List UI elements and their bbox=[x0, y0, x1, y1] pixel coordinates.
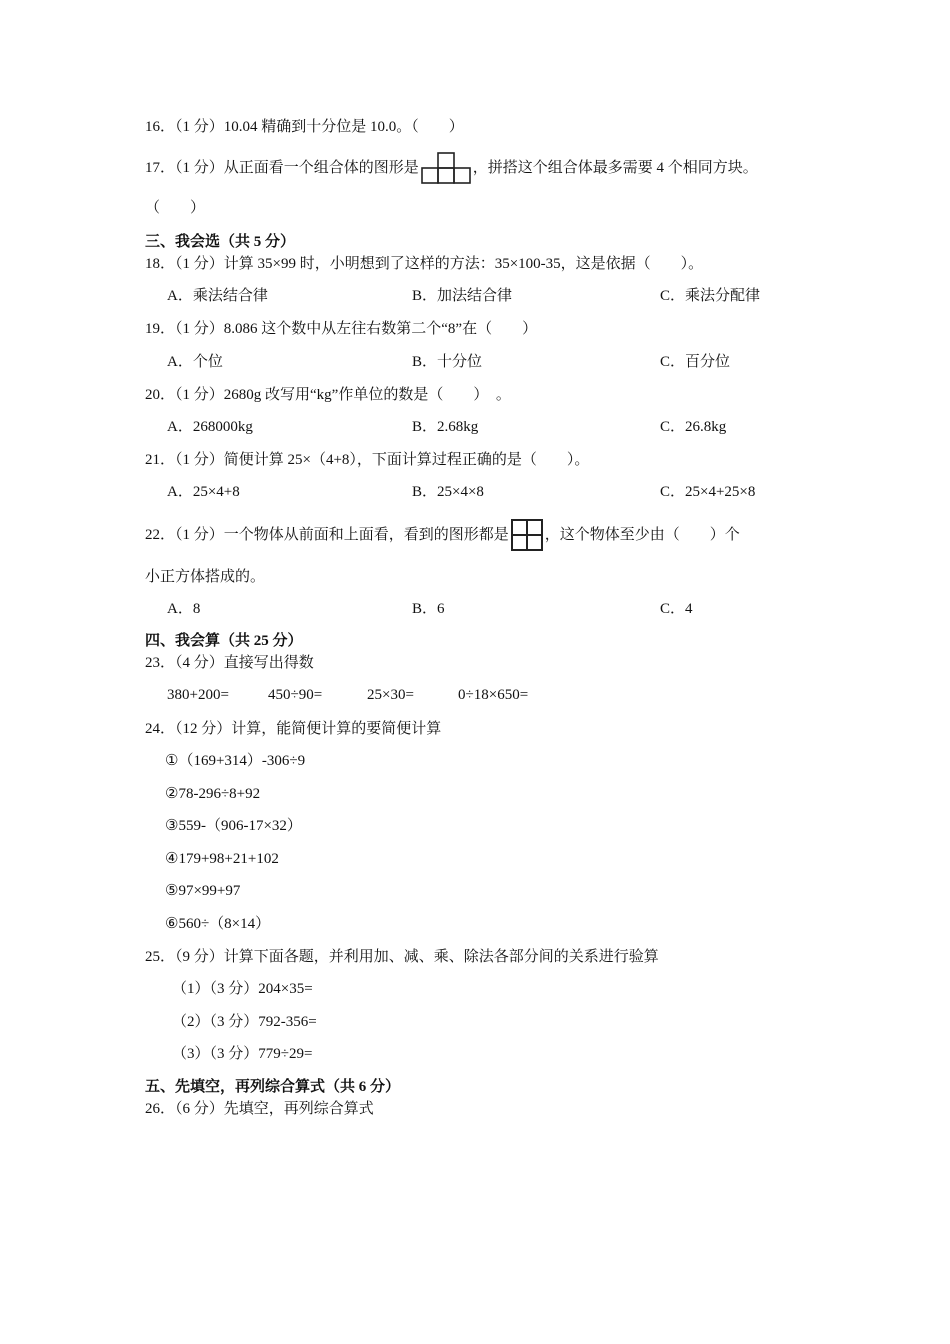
section-4-title: 四、我会算（共 25 分） bbox=[145, 633, 303, 649]
question-23-stem: 23．（4 分）直接写出得数 bbox=[145, 655, 314, 671]
question-26 bbox=[145, 1099, 374, 1119]
question-18-option-c: C．乘法分配律 bbox=[660, 288, 761, 304]
question-20-option-c: C．26.8kg bbox=[660, 419, 727, 435]
question-22-text-after: ，这个物体至少由（ ）个 bbox=[544, 527, 740, 543]
answer-blank: （ ） bbox=[145, 200, 206, 216]
question-24-item: ③559-（906-17×32） bbox=[165, 818, 302, 834]
question-25 bbox=[145, 947, 659, 967]
question-22 bbox=[145, 519, 740, 551]
question-24-item: ①（169+314）-306÷9 bbox=[165, 753, 306, 769]
question-21-stem: 21．（1 分）简便计算 25×（4+8），下面计算过程正确的是（ ）。 bbox=[145, 452, 590, 468]
question-25-item: （3）（3 分）779÷29= bbox=[172, 1046, 313, 1062]
question-19 bbox=[145, 319, 537, 339]
question-22-option-c: C．4 bbox=[660, 601, 693, 617]
question-20-option-a: A．268000kg bbox=[167, 419, 253, 435]
question-21-option-b: B．25×4×8 bbox=[412, 484, 484, 500]
question-17 bbox=[145, 152, 758, 184]
question-24-item: ⑥560÷（8×14） bbox=[165, 916, 271, 932]
question-23-item: 0÷18×650= bbox=[458, 687, 529, 703]
question-22-option-b: B．6 bbox=[412, 601, 445, 617]
question-20 bbox=[145, 385, 511, 405]
section-5-title: 五、先填空，再列综合算式（共 6 分） bbox=[145, 1079, 401, 1095]
question-24-stem: 24．（12 分）计算，能简便计算的要简便计算 bbox=[145, 721, 442, 737]
question-23-item: 380+200= bbox=[167, 687, 229, 703]
question-24-item: ⑤97×99+97 bbox=[165, 883, 241, 899]
question-24 bbox=[145, 719, 441, 739]
question-24-item: ④179+98+21+102 bbox=[165, 851, 279, 867]
question-22-continuation bbox=[145, 567, 265, 587]
question-20-option-b: B．2.68kg bbox=[412, 419, 479, 435]
question-18-stem: 18．（1 分）计算 35×99 时，小明想到了这样的方法：35×100-35，这是依据（ ）。 bbox=[145, 256, 704, 272]
combined-cubes-front-view-figure bbox=[421, 152, 471, 185]
question-19-stem: 19．（1 分）8.086 这个数中从左往右数第二个“8”在（ ） bbox=[145, 321, 538, 337]
question-26-stem: 26．（6 分）先填空，再列综合算式 bbox=[145, 1101, 374, 1117]
question-21-option-c: C．25×4+25×8 bbox=[660, 484, 756, 500]
question-18-option-a: A．乘法结合律 bbox=[167, 288, 268, 304]
question-23-item: 25×30= bbox=[367, 687, 414, 703]
question-19-option-c: C．百分位 bbox=[660, 354, 731, 370]
question-19-option-a: A．个位 bbox=[167, 354, 223, 370]
question-16 bbox=[145, 117, 464, 137]
section-3-heading bbox=[145, 232, 295, 252]
question-25-stem: 25．（9 分）计算下面各题，并利用加、减、乘、除法各部分间的关系进行验算 bbox=[145, 949, 659, 965]
section-3-title: 三、我会选（共 5 分） bbox=[145, 234, 296, 250]
question-19-option-b: B．十分位 bbox=[412, 354, 483, 370]
question-20-stem: 20．（1 分）2680g 改写用“kg”作单位的数是（ ） 。 bbox=[145, 387, 511, 403]
question-24-item: ②78-296÷8+92 bbox=[165, 786, 261, 802]
question-25-item: （1）（3 分）204×35= bbox=[172, 981, 313, 997]
question-25-item: （2）（3 分）792-356= bbox=[172, 1014, 317, 1030]
question-17-text-before: 17．（1 分）从正面看一个组合体的图形是 bbox=[145, 160, 419, 176]
question-22-continuation-text: 小正方体搭成的。 bbox=[145, 569, 266, 585]
question-17-text-after: ，拼搭这个组合体最多需要 4 个相同方块。 bbox=[472, 160, 758, 176]
section-5-heading bbox=[145, 1077, 400, 1097]
question-17-answer-blank bbox=[145, 198, 205, 218]
question-23 bbox=[145, 653, 314, 673]
question-23-item: 450÷90= bbox=[268, 687, 323, 703]
question-22-text-before: 22．（1 分）一个物体从前面和上面看，看到的图形都是 bbox=[145, 527, 509, 543]
section-4-heading bbox=[145, 631, 303, 651]
question-18 bbox=[145, 254, 703, 274]
question-18-option-b: B．加法结合律 bbox=[412, 288, 513, 304]
question-21 bbox=[145, 450, 589, 470]
question-22-option-a: A．8 bbox=[167, 601, 201, 617]
square-grid-view-figure bbox=[511, 519, 543, 551]
question-21-option-a: A．25×4+8 bbox=[167, 484, 240, 500]
question-16-text: 16．（1 分）10.04 精确到十分位是 10.0。（ ） bbox=[145, 119, 464, 135]
